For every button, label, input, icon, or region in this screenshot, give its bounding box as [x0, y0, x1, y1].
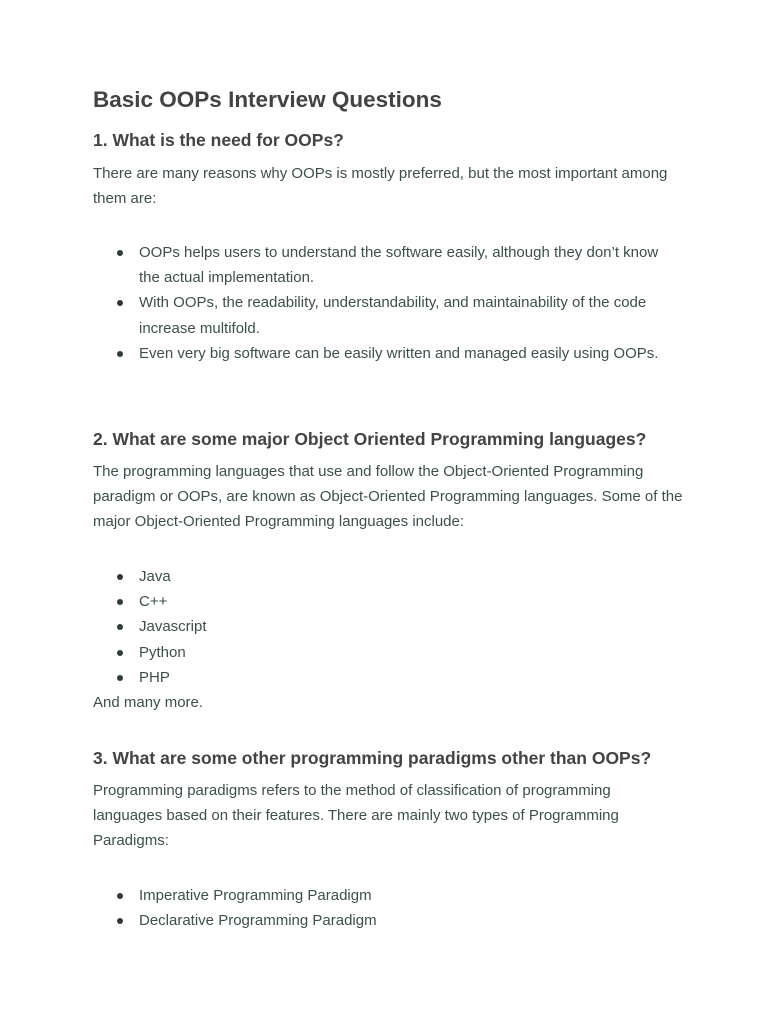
bullet-icon: [117, 351, 123, 357]
list-item: [93, 614, 683, 639]
list-item-text: OOPs helps users to understand the software easily, although they don’t know the actual implementation.: [139, 244, 659, 287]
bullet-icon: [117, 650, 123, 656]
bullet-icon: [117, 300, 123, 306]
bullet-icon: [117, 624, 123, 630]
question-3-intro: Programming paradigms refers to the method of classification of programming languages based on their features. There are mainly two types of Programming Paradigms:: [93, 782, 619, 850]
question-2-bullet-list: [93, 564, 683, 690]
list-item-text: Even very big software can be easily written and managed easily using OOPs.: [139, 344, 659, 362]
list-item: [93, 589, 683, 614]
list-item: [93, 640, 683, 665]
page-title: Basic OOPs Interview Questions: [93, 87, 442, 112]
list-item: [93, 290, 683, 340]
question-2-outro: And many more.: [93, 694, 204, 711]
list-item: [93, 341, 683, 366]
bullet-icon: [117, 918, 123, 924]
list-item-text: Declarative Programming Paradigm: [139, 912, 377, 930]
question-2-intro: The programming languages that use and follow the Object-Oriented Programming paradigm or OOPs, are known as Object-Oriented Programming languages. Some of the major Object-Oriented Programming languages include:: [93, 463, 683, 531]
list-item-text: Imperative Programming Paradigm: [139, 887, 372, 904]
list-item-text: With OOPs, the readability, understandability, and maintainability of the code increase multifold.: [139, 294, 647, 337]
list-item-text: Java: [139, 568, 171, 585]
list-item: [93, 665, 683, 690]
list-item: [93, 908, 683, 933]
list-item-text: C++: [139, 593, 168, 611]
list-item: [93, 240, 683, 290]
list-item-text: Javascript: [139, 618, 207, 636]
list-item-text: Python: [139, 643, 186, 661]
bullet-icon: [117, 250, 123, 256]
list-item: [93, 883, 683, 908]
list-item: [93, 564, 683, 589]
question-1-bullet-list: [93, 240, 683, 366]
question-1-heading: 1. What is the need for OOPs?: [93, 130, 344, 150]
list-item-text: PHP: [139, 668, 170, 686]
bullet-icon: [117, 893, 123, 899]
question-3-heading: 3. What are some other programming paradigms other than OOPs?: [93, 748, 652, 768]
bullet-icon: [117, 574, 123, 580]
bullet-icon: [117, 675, 123, 681]
question-1-intro: There are many reasons why OOPs is mostly preferred, but the most important among them are:: [93, 165, 668, 208]
question-3-bullet-list: [93, 883, 683, 933]
question-2-heading: 2. What are some major Object Oriented Programming languages?: [93, 429, 647, 449]
bullet-icon: [117, 599, 123, 605]
